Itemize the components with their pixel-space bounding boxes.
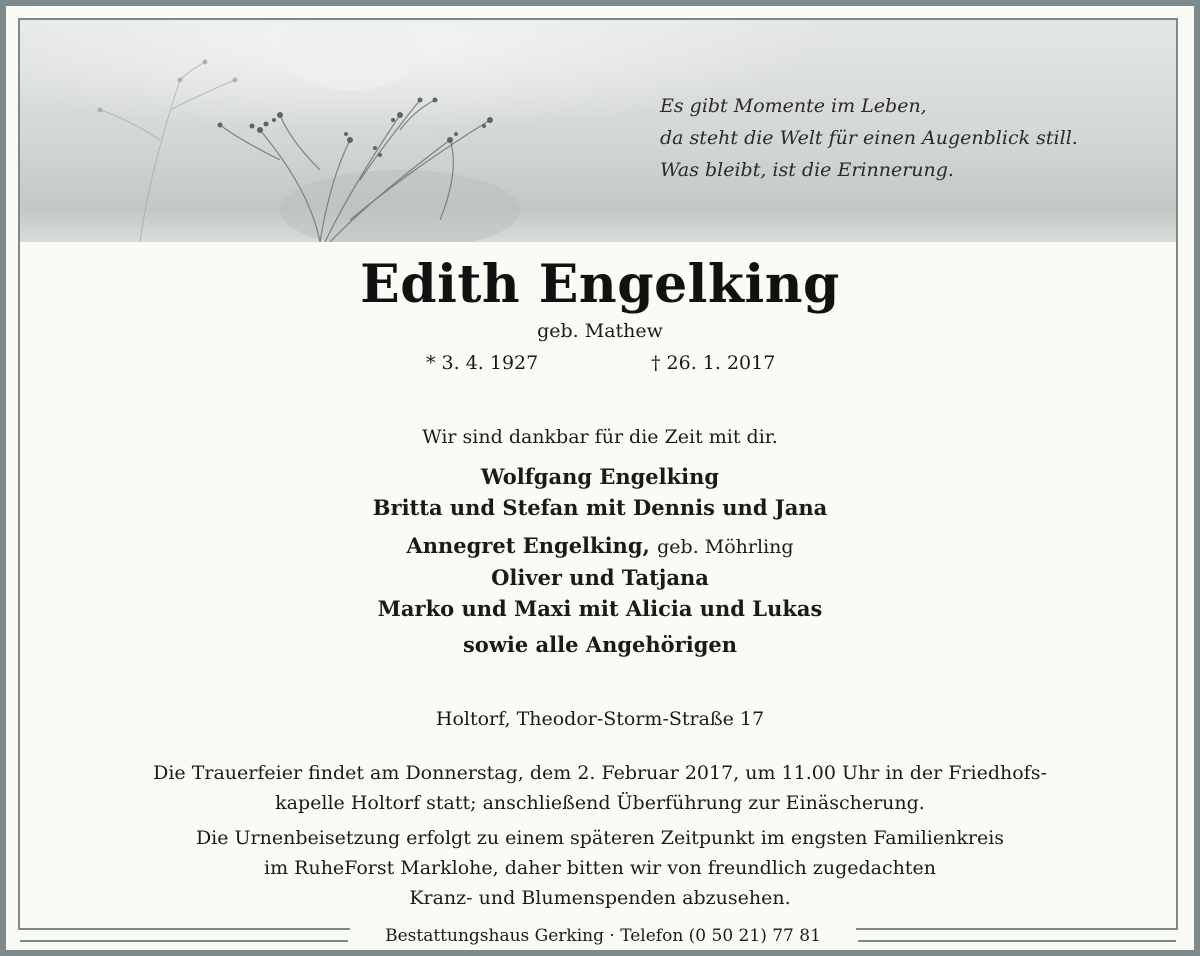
footer-rule-right	[858, 940, 1176, 942]
urn-info	[6, 823, 1194, 913]
mourner-line: Oliver und Tatjana	[491, 565, 709, 590]
mourner-name: Annegret Engelking,	[406, 533, 650, 558]
funeral-line: kapelle Holtorf statt; anschließend Überführung zur Einäscherung.	[275, 792, 925, 814]
deceased-name: Edith Engelking	[360, 254, 840, 315]
thanks-line: Wir sind dankbar für die Zeit mit dir.	[422, 426, 778, 448]
mourner-line: Wolfgang Engelking	[480, 464, 720, 489]
mourner-line: Marko und Maxi mit Alicia und Lukas	[377, 596, 823, 621]
quote-line: da steht die Welt für einen Augenblick still.	[660, 127, 1078, 149]
urn-line: Kranz- und Blumenspenden abzusehen.	[409, 887, 791, 909]
address: Holtorf, Theodor-Storm-Straße 17	[435, 708, 765, 730]
funeral-info	[6, 758, 1194, 818]
header-photo	[20, 20, 1176, 242]
mourner-line: Britta und Stefan mit Dennis und Jana	[372, 495, 828, 520]
footer-rule-left	[20, 940, 348, 942]
obituary-card	[6, 6, 1194, 950]
urn-line: im RuheForst Marklohe, daher bitten wir von freundlich zugedachten	[264, 857, 936, 879]
funeral-line: Die Trauerfeier findet am Donnerstag, dem 2. Februar 2017, um 11.00 Uhr in der Friedhofs-	[153, 762, 1047, 784]
birth-date: * 3. 4. 1927	[426, 352, 539, 374]
maiden-name: geb. Mathew	[537, 320, 663, 342]
quote-text	[660, 90, 1176, 186]
quote-line: Was bleibt, ist die Erinnerung.	[660, 159, 954, 181]
quote-line: Es gibt Momente im Leben,	[660, 95, 927, 117]
mourner-maiden: geb. Möhrling	[657, 536, 794, 558]
footer	[20, 926, 1176, 956]
death-date: † 26. 1. 2017	[651, 352, 776, 374]
mourner-line: sowie alle Angehörigen	[462, 632, 738, 657]
mourner-line	[6, 533, 1194, 558]
funeral-home-contact: Bestattungshaus Gerking · Telefon (0 50 21) 77 81	[350, 926, 856, 946]
urn-line: Die Urnenbeisetzung erfolgt zu einem späteren Zeitpunkt im engsten Familienkreis	[195, 827, 1005, 849]
